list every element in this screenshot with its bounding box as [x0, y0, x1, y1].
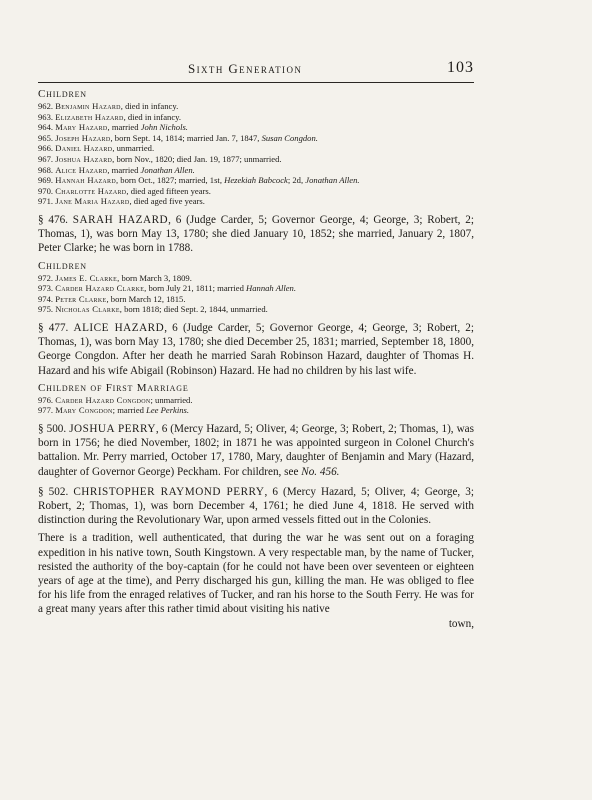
list-item	[38, 405, 474, 416]
child-name: Mary Hazard	[55, 122, 108, 133]
item-number: 977.	[38, 405, 54, 416]
entry-502	[38, 485, 474, 528]
entry-477	[38, 321, 474, 378]
child-details: , born March 12, 1815.	[106, 293, 186, 304]
item-number: 969.	[38, 175, 54, 186]
child-details: , died in infancy.	[123, 111, 182, 122]
children-heading: Children of First Marriage	[38, 381, 189, 394]
item-number: 966.	[38, 143, 54, 154]
list-item	[38, 395, 474, 406]
entry-name: CHRISTOPHER RAYMOND PERRY	[73, 485, 265, 498]
entry-name: SARAH HAZARD	[72, 213, 169, 226]
child-name: Charlotte Hazard	[55, 185, 127, 196]
item-number: 975.	[38, 304, 54, 315]
entry-section-number: § 477.	[38, 321, 74, 334]
item-number: 968.	[38, 164, 54, 175]
item-number: 967.	[38, 153, 54, 164]
child-details: , married	[107, 164, 141, 175]
spouse-name: Jonathan Allen.	[305, 175, 360, 186]
child-details: , born 1818; died Sept. 2, 1844, unmarried.	[119, 304, 268, 315]
list-item	[38, 304, 474, 315]
cross-reference: No. 456.	[301, 465, 340, 478]
page-number: 103	[447, 59, 474, 76]
child-name: Alice Hazard	[55, 164, 108, 175]
page-content	[38, 88, 474, 635]
child-name: Peter Clarke	[55, 293, 107, 304]
item-number: 970.	[38, 185, 54, 196]
entry-476	[38, 213, 474, 256]
entry-section-number: § 502.	[38, 485, 74, 498]
spouse-name: Jonathan Allen.	[140, 164, 195, 175]
item-number: 963.	[38, 111, 54, 122]
list-item	[38, 101, 474, 112]
list-item	[38, 273, 474, 284]
list-item	[38, 133, 474, 144]
item-number: 965.	[38, 132, 54, 143]
list-item	[38, 122, 474, 133]
item-number: 973.	[38, 283, 54, 294]
list-item	[38, 154, 474, 165]
children-list	[38, 395, 474, 416]
child-name: James E. Clarke	[55, 272, 118, 283]
entry-name: JOSHUA PERRY	[69, 422, 156, 435]
header-rule	[38, 82, 474, 83]
child-name: Daniel Hazard	[55, 143, 113, 154]
child-name: Nicholas Clarke	[55, 304, 120, 315]
child-details: , unmarried.	[112, 143, 155, 154]
entry-text: , 6 (Judge Carder, 5; Governor George, 4; George, 3; Robert, 2; Thomas, 1), was born May 13, 1780; she died January 10, 1852; she married, January 2, 1807, Peter Clarke; he was born in 1788.	[38, 213, 474, 255]
child-details: , died aged five years.	[129, 196, 205, 207]
child-name: Joshua Hazard	[55, 153, 113, 164]
spouse-name: Hezekiah Babcock	[224, 175, 288, 186]
entry-section-number: § 500.	[38, 422, 70, 435]
entry-text: , 6 (Mercy Hazard, 5; Oliver, 4; George, 3; Robert, 2; Thomas, 1), was born December 4, 1761; he died June 4, 1818. He served with distinction during the Revolutionary War, upon armed vessels fitted out in the Colonies.	[38, 485, 474, 527]
child-details: , born Nov., 1820; died Jan. 19, 1877; unmarried.	[112, 153, 282, 164]
spouse-name: Lee Perkins.	[146, 405, 190, 416]
running-title: Sixth Generation	[188, 61, 303, 76]
child-details: ; 2d,	[287, 175, 306, 186]
spouse-name: John Nichols.	[140, 122, 188, 133]
item-number: 972.	[38, 272, 54, 283]
item-number: 971.	[38, 196, 54, 207]
child-name: Carder Hazard Congdon	[55, 394, 151, 405]
child-details: , born March 3, 1809.	[117, 272, 192, 283]
list-item	[38, 112, 474, 123]
child-name: Joseph Hazard	[55, 132, 111, 143]
children-list	[38, 101, 474, 207]
child-details: , born Oct., 1827; married, 1st,	[116, 175, 225, 186]
child-details: , died aged fifteen years.	[126, 185, 211, 196]
entry-text: , 6 (Mercy Hazard, 5; Oliver, 4; George, 3; Robert, 2; Thomas, 1), was born in 1756; he died November, 1802; in 1871 he was appointed surgeon in Colonel Church's battalion. Mr. Perry married, October 17, 1780, Mary, daughter of Benjamin and Mary (Hazard, daughter of Governor George) Peckham. For children, see	[38, 422, 475, 478]
children-heading: Children	[38, 88, 87, 100]
item-number: 974.	[38, 293, 54, 304]
catchword: town,	[448, 617, 474, 630]
list-item	[38, 186, 474, 197]
child-details: , born July 21, 1811; married	[144, 283, 247, 294]
narrative-paragraph	[38, 531, 474, 630]
children-list	[38, 273, 474, 315]
child-details: , died in infancy.	[120, 101, 179, 111]
child-details: ; unmarried.	[150, 394, 193, 405]
item-number: 964.	[38, 122, 54, 133]
child-name: Hannah Hazard	[55, 175, 116, 186]
entry-500	[38, 422, 474, 479]
entry-name: ALICE HAZARD	[73, 321, 165, 334]
child-details: , born Sept. 14, 1814; married Jan. 7, 1847,	[110, 132, 262, 143]
item-number: 962.	[38, 101, 54, 111]
child-name: Jane Maria Hazard	[55, 196, 130, 207]
list-item	[38, 196, 474, 207]
entry-section-number: § 476.	[38, 213, 73, 226]
list-item	[38, 175, 474, 186]
child-details: , married	[107, 122, 141, 133]
spouse-name: Susan Congdon.	[261, 132, 318, 143]
spouse-name: Hannah Allen.	[246, 283, 296, 294]
paragraph-text: There is a tradition, well authenticated, that during the war he was sent out on a foraging expedition in his native town, South Kingstown. A very respectable man, by the name of Tucker, resisted the authority of the boy-captain (for he could not have been over seventeen or eighteen years of age at the time), and Perry discharged his gun, killing the man. He was obliged to flee for his life from the enraged relatives of Tucker, and ran his horse to the South Ferry. He was for a great many years after this rather timid about visiting his native	[38, 532, 474, 616]
list-item	[38, 294, 474, 305]
list-item	[38, 283, 474, 294]
child-name: Mary Congdon	[55, 405, 113, 416]
children-heading: Children	[38, 259, 87, 272]
child-details: ; married	[112, 405, 147, 416]
item-number: 976.	[38, 394, 54, 405]
running-header	[38, 61, 474, 81]
entry-text: , 6 (Judge Carder, 5; Governor George, 4; George, 3; Robert, 2; Thomas, 1), was born May 13, 1780; she died December 25, 1831; married, September 18, 1800, George Congdon. After her death he married Sarah Robinson Hazard, daughter of Thomas H. Hazard and his wife Abigail (Robinson) Hazard. He had no children by his last wife.	[38, 321, 474, 377]
child-name: Elizabeth Hazard	[55, 111, 124, 122]
list-item	[38, 143, 474, 154]
list-item	[38, 165, 474, 176]
child-name: Benjamin Hazard	[55, 101, 121, 111]
child-name: Carder Hazard Clarke	[55, 283, 145, 294]
